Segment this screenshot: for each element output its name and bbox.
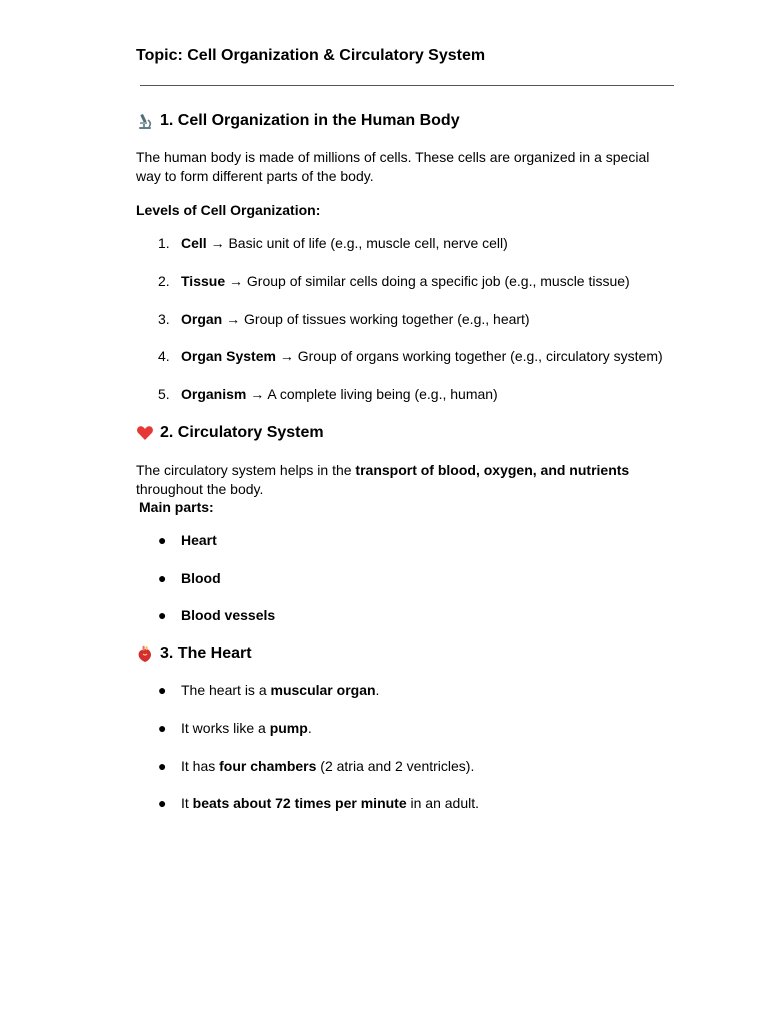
main-parts-label: Main parts: [139,499,214,515]
section3-heading [136,645,252,663]
list-number: 5. [158,386,170,402]
list-number: 3. [158,311,170,327]
section2-intro: The circulatory system helps in the transport of blood, oxygen, and nutrients throughout the body. Main parts: [136,462,630,515]
list-item: Tissue → Group of similar cells doing a specific job (e.g., muscle tissue) [181,273,630,289]
bullet: ● [158,532,167,548]
microscope-icon [136,112,154,130]
list-number: 1. [158,235,170,251]
section2-heading [136,424,324,442]
section1-intro: The human body is made of millions of cells. These cells are organized in a special way to form different parts of the body. [136,149,650,184]
red-heart-icon [136,424,154,442]
list-item: Organism → A complete living being (e.g., human) [181,386,498,402]
divider [140,85,674,86]
list-item: It beats about 72 times per minute in an adult. [181,795,480,811]
list-item: Blood vessels [181,607,276,623]
list-item: Heart [181,532,217,548]
list-item: The heart is a muscular organ. [181,682,380,698]
section3-heading-text: 3. The Heart [160,645,252,662]
list-item: Blood [181,570,221,586]
levels-heading: Levels of Cell Organization: [136,202,321,218]
bullet: ● [158,720,167,736]
bullet: ● [158,795,167,811]
list-number: 2. [158,273,170,289]
bullet: ● [158,570,167,586]
section1-heading [136,112,460,130]
page-title: Topic: Cell Organization & Circulatory System [136,47,486,64]
list-number: 4. [158,348,170,364]
list-item: It has four chambers (2 atria and 2 ventricles). [181,758,475,774]
list-item: Cell → Basic unit of life (e.g., muscle cell, nerve cell) [181,235,508,251]
bullet: ● [158,607,167,623]
list-item: Organ → Group of tissues working together (e.g., heart) [181,311,530,327]
list-item: It works like a pump. [181,720,312,736]
bullet: ● [158,758,167,774]
bullet: ● [158,682,167,698]
section1-heading-text: 1. Cell Organization in the Human Body [160,112,460,129]
section2-heading-text: 2. Circulatory System [160,424,324,441]
anatomical-heart-icon [136,645,154,663]
list-item: Organ System → Group of organs working together (e.g., circulatory system) [181,348,663,364]
